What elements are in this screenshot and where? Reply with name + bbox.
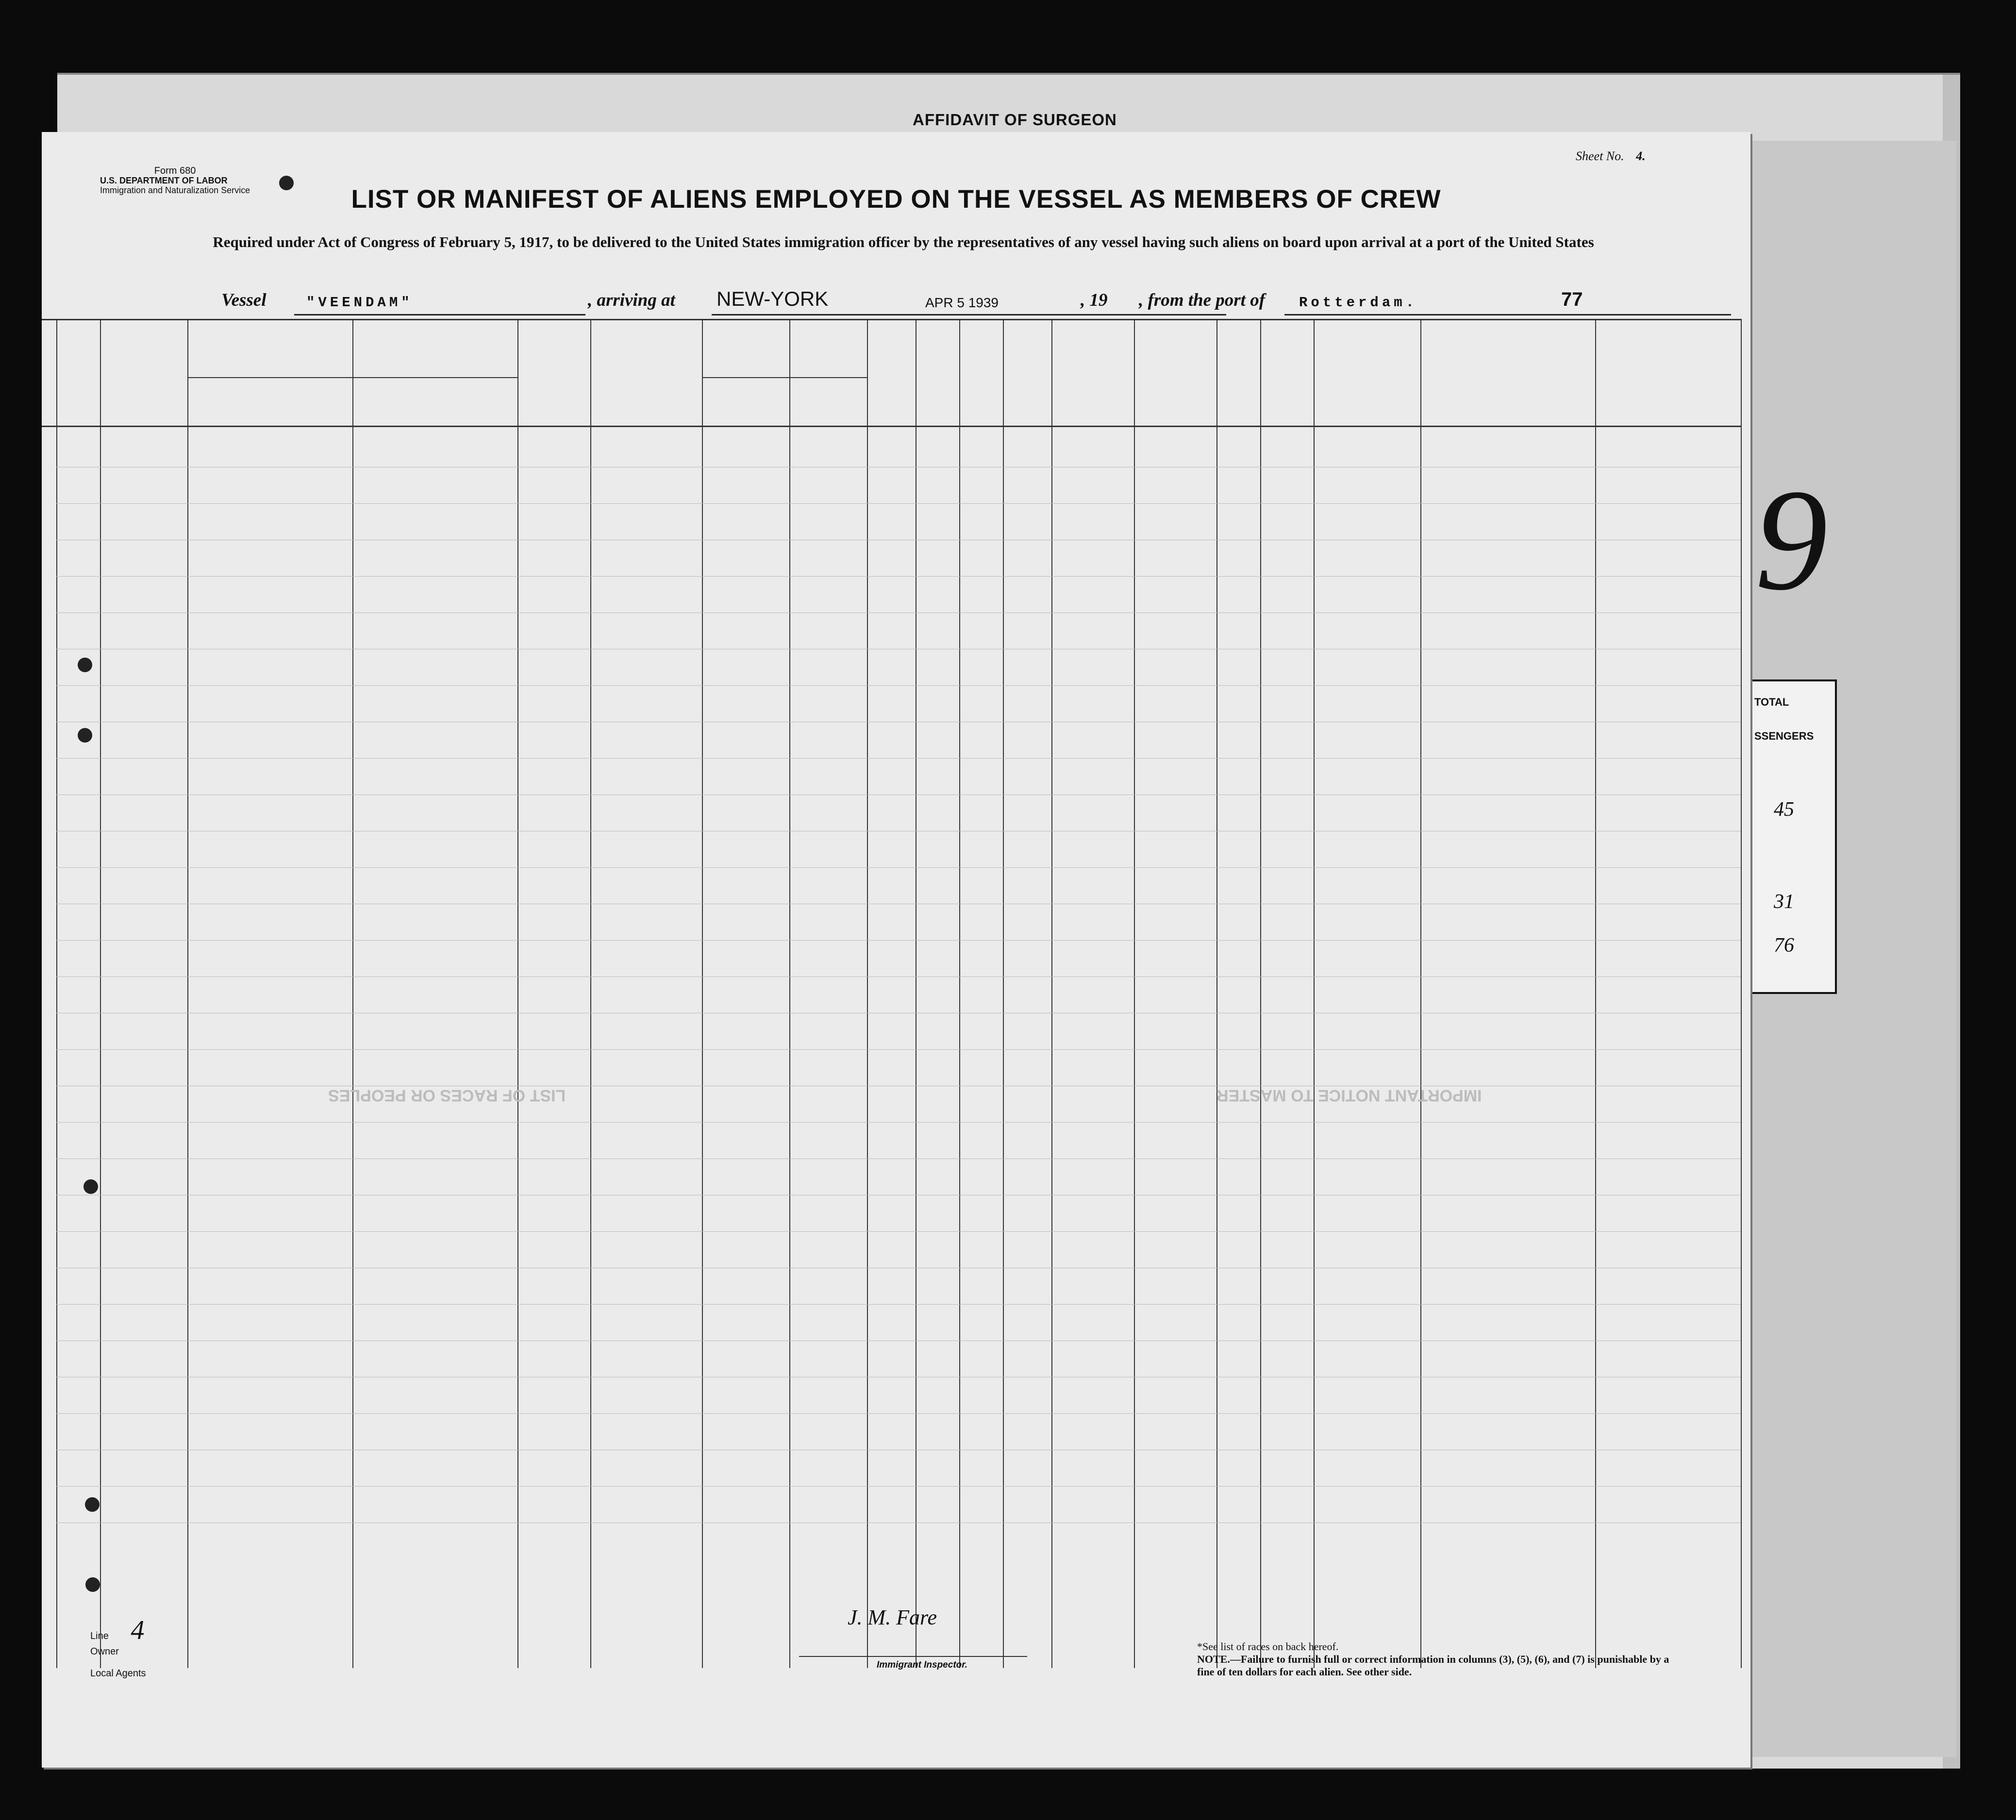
bleed-through-notice: IMPORTANT NOTICE TO MASTER bbox=[1216, 1086, 1482, 1105]
form-number: Form 680 bbox=[154, 165, 196, 176]
row-rule bbox=[56, 612, 1741, 613]
row-rule bbox=[56, 867, 1741, 868]
local-agents-label: Local Agents bbox=[90, 1668, 146, 1679]
column-divider bbox=[1216, 319, 1217, 1668]
from-label: , from the port of bbox=[1139, 290, 1266, 310]
column-divider bbox=[1003, 319, 1004, 1668]
manifest-sheet bbox=[42, 132, 1750, 1768]
column-divider bbox=[187, 319, 188, 1668]
form-dept: U.S. DEPARTMENT OF LABOR bbox=[100, 176, 228, 185]
sheet-label: Sheet No. bbox=[1576, 149, 1624, 163]
column-divider bbox=[517, 319, 518, 1668]
race-note: *See list of races on back hereof. bbox=[1197, 1640, 1339, 1653]
row-rule bbox=[56, 1340, 1741, 1341]
tally-value-3: 76 bbox=[1774, 934, 1794, 957]
table-top-rule bbox=[42, 319, 1741, 320]
punch-hole bbox=[85, 1497, 100, 1512]
signature-line bbox=[799, 1656, 1027, 1657]
arrival-underline bbox=[712, 314, 1226, 315]
row-rule bbox=[56, 576, 1741, 577]
sheet-value: 4. bbox=[1636, 149, 1646, 163]
column-divider bbox=[1741, 319, 1742, 1668]
row-rule bbox=[56, 1122, 1741, 1123]
column-divider bbox=[867, 319, 868, 1668]
column-divider bbox=[789, 319, 790, 1668]
owner-label: Owner bbox=[90, 1646, 119, 1657]
vessel-line bbox=[42, 286, 1741, 315]
column-divider bbox=[100, 319, 101, 1668]
year-label: , 19 bbox=[1081, 290, 1108, 310]
punch-hole bbox=[78, 658, 92, 672]
row-rule bbox=[56, 1049, 1741, 1050]
footer-line bbox=[90, 1615, 144, 1646]
punch-hole bbox=[78, 728, 92, 743]
column-divider bbox=[1314, 319, 1315, 1668]
column-divider bbox=[702, 319, 703, 1668]
form-service: Immigration and Naturalization Service bbox=[100, 185, 250, 195]
row-rule bbox=[56, 1522, 1741, 1523]
line-label: Line bbox=[90, 1631, 109, 1641]
table-header-rule bbox=[42, 426, 1741, 427]
punch-hole bbox=[279, 176, 294, 190]
passenger-tally-box bbox=[1748, 679, 1837, 994]
arrival-port: NEW-YORK bbox=[716, 287, 829, 310]
handwritten-nine: 9 bbox=[1755, 459, 1828, 620]
row-rule bbox=[56, 940, 1741, 941]
departure-port: Rotterdam. bbox=[1299, 295, 1418, 311]
affidavit-header: AFFIDAVIT OF SURGEON bbox=[913, 111, 1117, 129]
list-number: 77 bbox=[1561, 289, 1583, 310]
tally-label-passengers: SSENGERS bbox=[1754, 730, 1814, 742]
arrival-date: APR 5 1939 bbox=[925, 295, 999, 310]
shipped-sub-rule bbox=[702, 377, 867, 378]
crew-table bbox=[42, 319, 1746, 1668]
row-rule bbox=[56, 1304, 1741, 1305]
column-divider bbox=[590, 319, 591, 1668]
manifest-subtitle: Required under Act of Congress of February 5, 1917, to be delivered to the United States immigration officer by the representatives of any vessel having such aliens on board upon arrival at a port of the United States bbox=[213, 233, 1594, 250]
column-divider bbox=[959, 319, 960, 1668]
punch-hole bbox=[83, 1179, 98, 1194]
column-divider bbox=[1595, 319, 1596, 1668]
line-value: 4 bbox=[131, 1615, 145, 1645]
tally-label-total: TOTAL bbox=[1754, 696, 1789, 708]
tally-value-2: 31 bbox=[1774, 891, 1794, 913]
row-rule bbox=[56, 1413, 1741, 1414]
column-divider bbox=[1260, 319, 1261, 1668]
name-sub-rule bbox=[187, 377, 517, 378]
departure-underline bbox=[1284, 314, 1731, 315]
column-divider bbox=[1420, 319, 1421, 1668]
name-sub-divider bbox=[352, 319, 353, 1668]
row-rule bbox=[56, 1486, 1741, 1487]
inspector-signature: J. M. Fare bbox=[848, 1605, 937, 1629]
column-divider bbox=[56, 319, 57, 1668]
manifest-title: LIST OR MANIFEST OF ALIENS EMPLOYED ON THE VESSEL AS MEMBERS OF CREW bbox=[351, 185, 1441, 214]
row-rule bbox=[56, 503, 1741, 504]
vessel-name: "VEENDAM" bbox=[306, 295, 413, 311]
vessel-underline bbox=[294, 314, 585, 315]
footer-notes bbox=[1197, 1640, 1683, 1678]
bleed-through-races: LIST OF RACES OR PEOPLES bbox=[328, 1086, 566, 1105]
column-divider bbox=[1134, 319, 1135, 1668]
vessel-label: Vessel bbox=[221, 290, 267, 310]
column-divider bbox=[1051, 319, 1052, 1668]
punch-hole bbox=[85, 1577, 100, 1592]
row-rule bbox=[56, 794, 1741, 795]
row-rule bbox=[56, 976, 1741, 977]
row-rule bbox=[56, 1231, 1741, 1232]
fine-note: NOTE.—Failure to furnish full or correct information in columns (3), (5), (6), and (7) is punishable by a fine of ten dollars for each alien. See other side. bbox=[1197, 1653, 1669, 1678]
arriving-label: , arriving at bbox=[588, 290, 675, 310]
inspector-label: Immigrant Inspector. bbox=[877, 1660, 967, 1670]
row-rule bbox=[56, 758, 1741, 759]
row-rule bbox=[56, 1158, 1741, 1159]
tally-value-1: 45 bbox=[1774, 798, 1794, 821]
sheet-number bbox=[1576, 151, 1646, 161]
row-rule bbox=[56, 685, 1741, 686]
